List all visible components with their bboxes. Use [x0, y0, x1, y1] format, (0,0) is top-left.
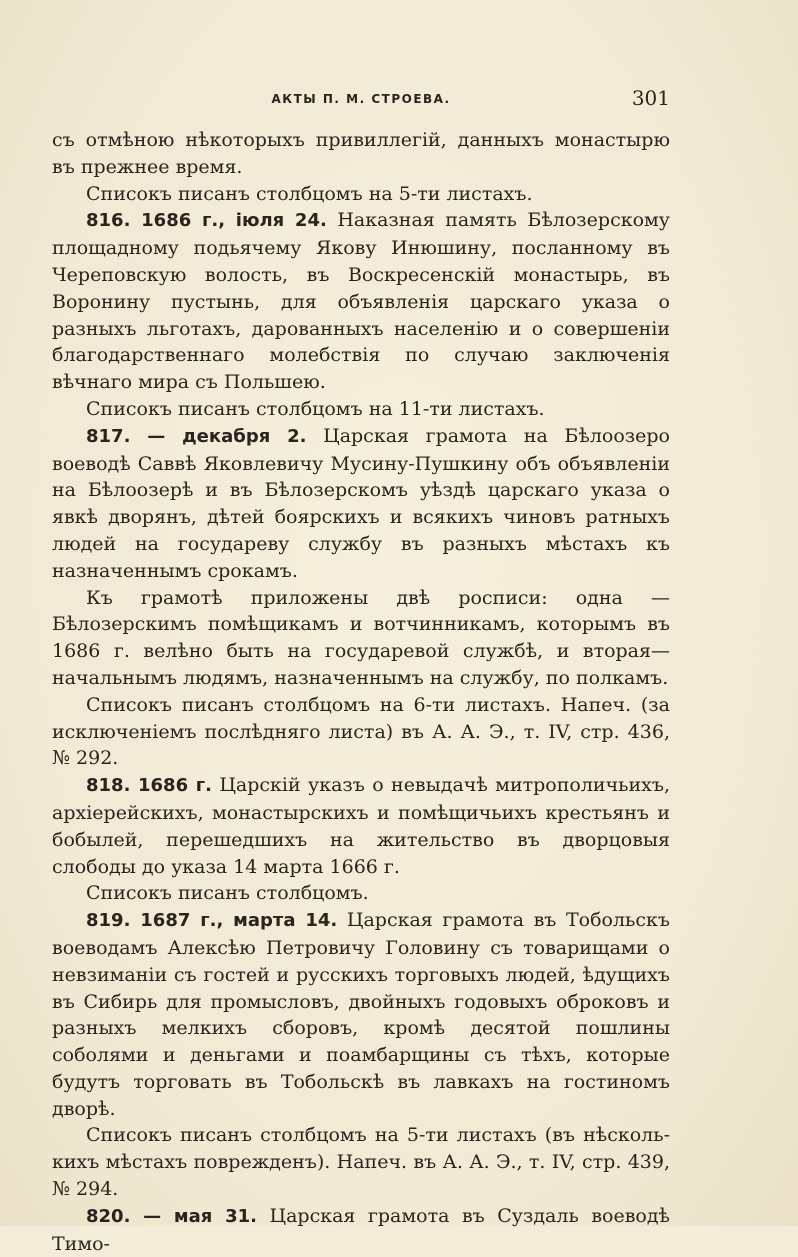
entry-paragraph: [52, 207, 670, 396]
entry-paragraph: [52, 772, 670, 880]
running-head: АКТЫ П. М. СТРОЕВА.: [271, 92, 451, 106]
paragraph-text: Списокъ писанъ столбцомъ на 11-ти листахъ.: [86, 397, 545, 420]
text-paragraph: [52, 880, 670, 907]
entry-heading: 819. 1687 г., марта 14.: [86, 910, 338, 932]
paragraph-text: Списокъ писанъ столбцомъ.: [86, 882, 369, 905]
paragraph-text: Списокъ писанъ столбцомъ на 5-ти листахъ (въ нѣсколькихъ мѣстахъ поврежденъ). Напеч. въ А. А. Э., т. IV, стр. 439, № 294.: [52, 1124, 670, 1201]
paragraph-text: Царская грамота въ Тобольскъ воеводамъ Алексѣю Петровичу Головину съ товарищами о невзиманіи съ гостей и русскихъ торговыхъ людей, ѣдущихъ въ Сибирь для промысловъ, двойныхъ годовыхъ оброковъ и разныхъ мелкихъ сборовъ, кромѣ десятой пошлины соболями и деньгами и поамбарщины съ тѣхъ, которые будутъ торговать въ Тобольскѣ въ лавкахъ на гостиномъ дворѣ.: [52, 909, 670, 1120]
paragraph-text: съ отмѣною нѣкоторыхъ привиллегій, данныхъ монастырю въ прежнее время.: [52, 129, 670, 178]
entry-paragraph: [52, 907, 670, 1122]
text-paragraph: [52, 692, 670, 772]
paragraph-text: Царскій указъ о невыдачѣ митрополичьихъ, архіерейскихъ, монастырскихъ и помѣщичьихъ крестьянъ и бобылей, перешедшихъ на жительство въ дворцовыя слободы до указа 14 марта 1666 г.: [52, 774, 670, 878]
paragraph-text: Наказная память Бѣлозерскому площадному подьячему Якову Инюшину, посланному въ Череповскую волость, въ Воскресенскій монастырь, въ Воронину пустынь, для объявленія царскаго указа о разныхъ льготахъ, дарованныхъ населенію и о совершеніи благодарственнаго молебствія по случаю заключенія вѣчнаго мира съ Польшею.: [52, 209, 670, 394]
page-number: 301: [631, 86, 670, 110]
paragraph-text: Царская грамота на Бѣлоозеро воеводѣ Саввѣ Яковлевичу Мусину-Пушкину объ объявленіи на Бѣлоозерѣ и въ Бѣлозерскомъ уѣздѣ царскаго указа о явкѣ дворянъ, дѣтей боярскихъ и всякихъ чиновъ ратныхъ людей на государеву службу въ разныхъ мѣстахъ къ назначеннымъ срокамъ.: [52, 424, 670, 582]
paragraph-text: Списокъ писанъ столбцомъ на 5-ти листахъ.: [86, 182, 533, 205]
text-paragraph: [52, 585, 670, 692]
entry-paragraph: [52, 423, 670, 585]
entry-heading: 818. 1686 г.: [86, 775, 212, 797]
text-paragraph: [52, 181, 670, 208]
text-paragraph: [52, 396, 670, 423]
text-paragraph: [52, 127, 670, 181]
text-paragraph: [52, 1122, 670, 1202]
page-header: [52, 86, 670, 112]
page-body: [52, 127, 670, 1257]
paragraph-text: Царская грамота въ Суздаль воеводѣ Тимо-: [52, 1204, 670, 1255]
paragraph-text: Къ грамотѣ приложены двѣ росписи: одна — Бѣлозерскимъ помѣщикамъ и вотчинникамъ, которымъ въ 1686 г. велѣно быть на государевой службѣ, и вторая—начальнымъ людямъ, назначеннымъ на службу, по полкамъ.: [52, 586, 670, 689]
entry-heading: 816. 1686 г., іюля 24.: [86, 210, 327, 232]
entry-heading: 817. — декабря 2.: [86, 425, 307, 447]
paragraph-text: Списокъ писанъ столбцомъ на 6-ти листахъ. Напеч. (за исключеніемъ послѣдняго листа) въ А. А. Э., т. IV, стр. 436, № 292.: [52, 693, 670, 770]
entry-heading: 820. — мая 31.: [86, 1205, 257, 1227]
entry-paragraph: [52, 1203, 670, 1257]
